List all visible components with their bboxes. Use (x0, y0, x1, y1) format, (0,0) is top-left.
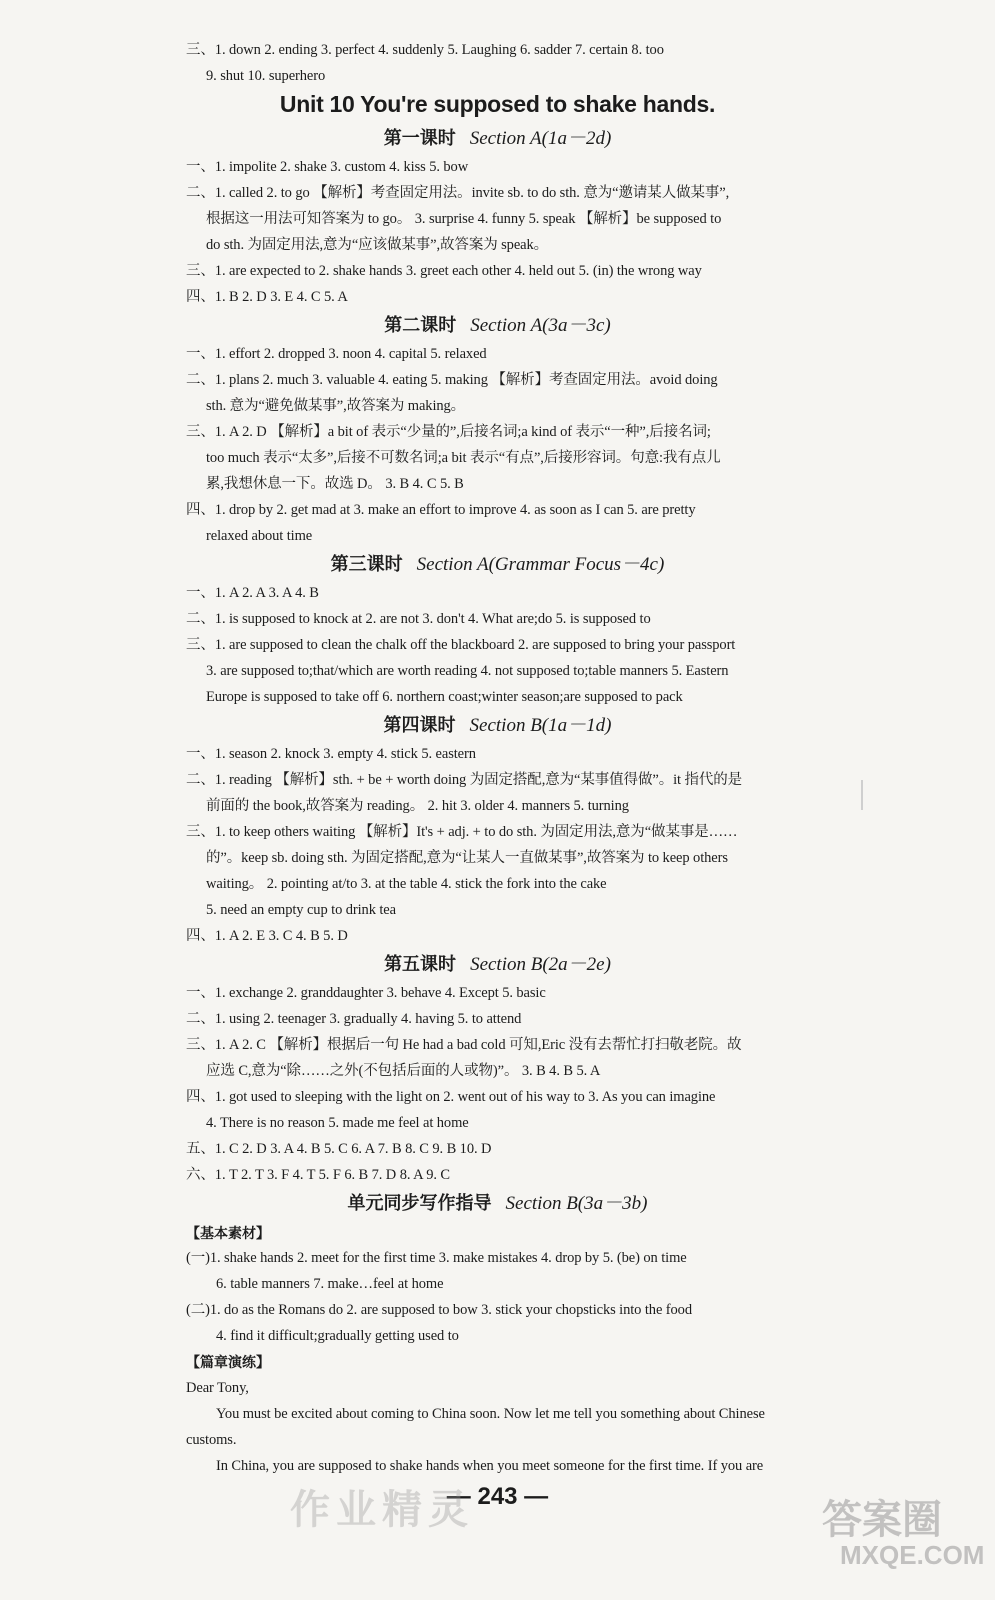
text-line: 4. There is no reason 5. made me feel at home (206, 1115, 469, 1131)
text-line: (一)1. shake hands 2. meet for the first time 3. make mistakes 4. drop by 5. (be) on time (186, 1250, 687, 1266)
text-line: 应选 C,意为“除……之外(不包括后面的人或物)”。 3. B 4. B 5. A (206, 1063, 601, 1079)
section-cn-title: 第四课时 (383, 715, 456, 736)
watermark-url: MXQE.COM (840, 1540, 985, 1570)
material-tag: 【基本素材】 (186, 1226, 270, 1242)
section-heading (0, 713, 995, 739)
text-line: 四、1. A 2. E 3. C 4. B 5. D (186, 928, 348, 944)
text-line: 一、1. A 2. A 3. A 4. B (186, 585, 319, 601)
text-line: 二、1. is supposed to knock at 2. are not 3. don't 4. What are;do 5. is supposed to (186, 611, 651, 627)
text-line: customs. (186, 1432, 237, 1448)
text-line: relaxed about time (206, 528, 313, 544)
text-line: 一、1. impolite 2. shake 3. custom 4. kiss 5. bow (186, 159, 469, 175)
section-heading (0, 126, 995, 152)
unit-title: Unit 10 You're supposed to shake hands. (279, 91, 716, 117)
text-line: 4. find it difficult;gradually getting used to (216, 1328, 459, 1344)
text-line: (二)1. do as the Romans do 2. are supposed to bow 3. stick your chopsticks into the food (186, 1302, 692, 1318)
section-heading (0, 552, 995, 578)
text-line: 二、1. using 2. teenager 3. gradually 4. having 5. to attend (186, 1011, 522, 1027)
text-line: too much 表示“太多”,后接不可数名词;a bit 表示“有点”,后接形容词。句意:我有点儿 (206, 450, 721, 466)
text-line: do sth. 为固定用法,意为“应该做某事”,故答案为 speak。 (206, 237, 549, 253)
watermark-logo: 作业精灵 (290, 1487, 474, 1533)
section-heading (0, 952, 995, 978)
text-line: 四、1. drop by 2. get mad at 3. make an effort to improve 4. as soon as I can 5. are pretty (186, 502, 696, 518)
text-line: 二、1. reading 【解析】sth. + be + worth doing 为固定搭配,意为“某事值得做”。it 指代的是 (186, 772, 743, 788)
text-line: 5. need an empty cup to drink tea (206, 902, 396, 918)
text-line: 四、1. got used to sleeping with the light on 2. went out of his way to 3. As you can imagine (186, 1089, 716, 1105)
section-cn-title: 第二课时 (384, 315, 457, 336)
page-number: — 243 — (446, 1483, 549, 1510)
text-line: 一、1. exchange 2. granddaughter 3. behave 4. Except 5. basic (186, 985, 546, 1001)
exercise-tag: 【篇章演练】 (186, 1355, 270, 1371)
text-line: 一、1. season 2. knock 3. empty 4. stick 5. eastern (186, 746, 476, 762)
section-en-title: Section B(1a－1d) (469, 715, 612, 736)
text-line: In China, you are supposed to shake hands when you meet someone for the first time. If you are (216, 1458, 764, 1474)
text-line: 9. shut 10. superhero (206, 68, 326, 84)
watermark-logo: 答案圈 (822, 1497, 942, 1543)
section-cn-title: 第三课时 (330, 554, 403, 575)
text-line: 的”。keep sb. doing sth. 为固定搭配,意为“让某人一直做某事”,故答案为 to keep others (206, 850, 728, 866)
text-line: 二、1. called 2. to go 【解析】考查固定用法。invite sb. to do sth. 意为“邀请某人做某事”, (186, 185, 730, 201)
text-line: 三、1. to keep others waiting 【解析】It's + adj. + to do sth. 为固定用法,意为“做某事是…… (186, 824, 738, 840)
text-line: 三、1. are supposed to clean the chalk off the blackboard 2. are supposed to bring your passport (186, 637, 736, 653)
section-heading (0, 1191, 995, 1217)
section-en-title: Section A(1a－2d) (469, 128, 612, 149)
letter-salutation: Dear Tony, (186, 1380, 249, 1396)
text-line: 三、1. A 2. D 【解析】a bit of 表示“少量的”,后接名词;a kind of 表示“一种”,后接名词; (186, 424, 711, 440)
text-line: Europe is supposed to take off 6. northern coast;winter season;are supposed to pack (206, 689, 683, 705)
section-cn-title: 第一课时 (383, 128, 456, 149)
text-line: 累,我想休息一下。故选 D。 3. B 4. C 5. B (206, 476, 464, 492)
text-line: 三、1. down 2. ending 3. perfect 4. suddenly 5. Laughing 6. sadder 7. certain 8. too (186, 42, 664, 58)
section-en-title: Section A(Grammar Focus－4c) (416, 554, 665, 575)
text-line: sth. 意为“避免做某事”,故答案为 making。 (206, 398, 466, 414)
section-cn-title: 第五课时 (384, 954, 457, 975)
text-line: 一、1. effort 2. dropped 3. noon 4. capital 5. relaxed (186, 346, 487, 362)
text-line: 三、1. A 2. C 【解析】根据后一句 He had a bad cold 可知,Eric 没有去帮忙打扫敬老院。故 (186, 1037, 742, 1053)
margin-mark (861, 780, 863, 810)
text-line: 六、1. T 2. T 3. F 4. T 5. F 6. B 7. D 8. A 9. C (186, 1167, 450, 1183)
text-line: You must be excited about coming to China soon. Now let me tell you something about Chinese (216, 1406, 765, 1422)
text-line: 五、1. C 2. D 3. A 4. B 5. C 6. A 7. B 8. C 9. B 10. D (186, 1141, 492, 1157)
text-line: 根据这一用法可知答案为 to go。 3. surprise 4. funny 5. speak 【解析】be supposed to (206, 211, 722, 227)
text-line: 三、1. are expected to 2. shake hands 3. greet each other 4. held out 5. (in) the wrong way (186, 263, 702, 279)
section-heading (0, 313, 995, 339)
text-line: waiting。 2. pointing at/to 3. at the table 4. stick the fork into the cake (206, 876, 607, 892)
section-en-title: Section B(3a－3b) (505, 1193, 648, 1214)
section-en-title: Section B(2a－2e) (470, 954, 611, 975)
text-line: 二、1. plans 2. much 3. valuable 4. eating 5. making 【解析】考查固定用法。avoid doing (186, 372, 718, 388)
text-line: 3. are supposed to;that/which are worth reading 4. not supposed to;table manners 5. Eastern (206, 663, 729, 679)
text-line: 6. table manners 7. make…feel at home (216, 1276, 444, 1292)
section-cn-title: 单元同步写作指导 (347, 1193, 492, 1214)
text-line: 四、1. B 2. D 3. E 4. C 5. A (186, 289, 348, 305)
section-en-title: Section A(3a－3c) (470, 315, 611, 336)
text-line: 前面的 the book,故答案为 reading。 2. hit 3. older 4. manners 5. turning (206, 798, 629, 814)
